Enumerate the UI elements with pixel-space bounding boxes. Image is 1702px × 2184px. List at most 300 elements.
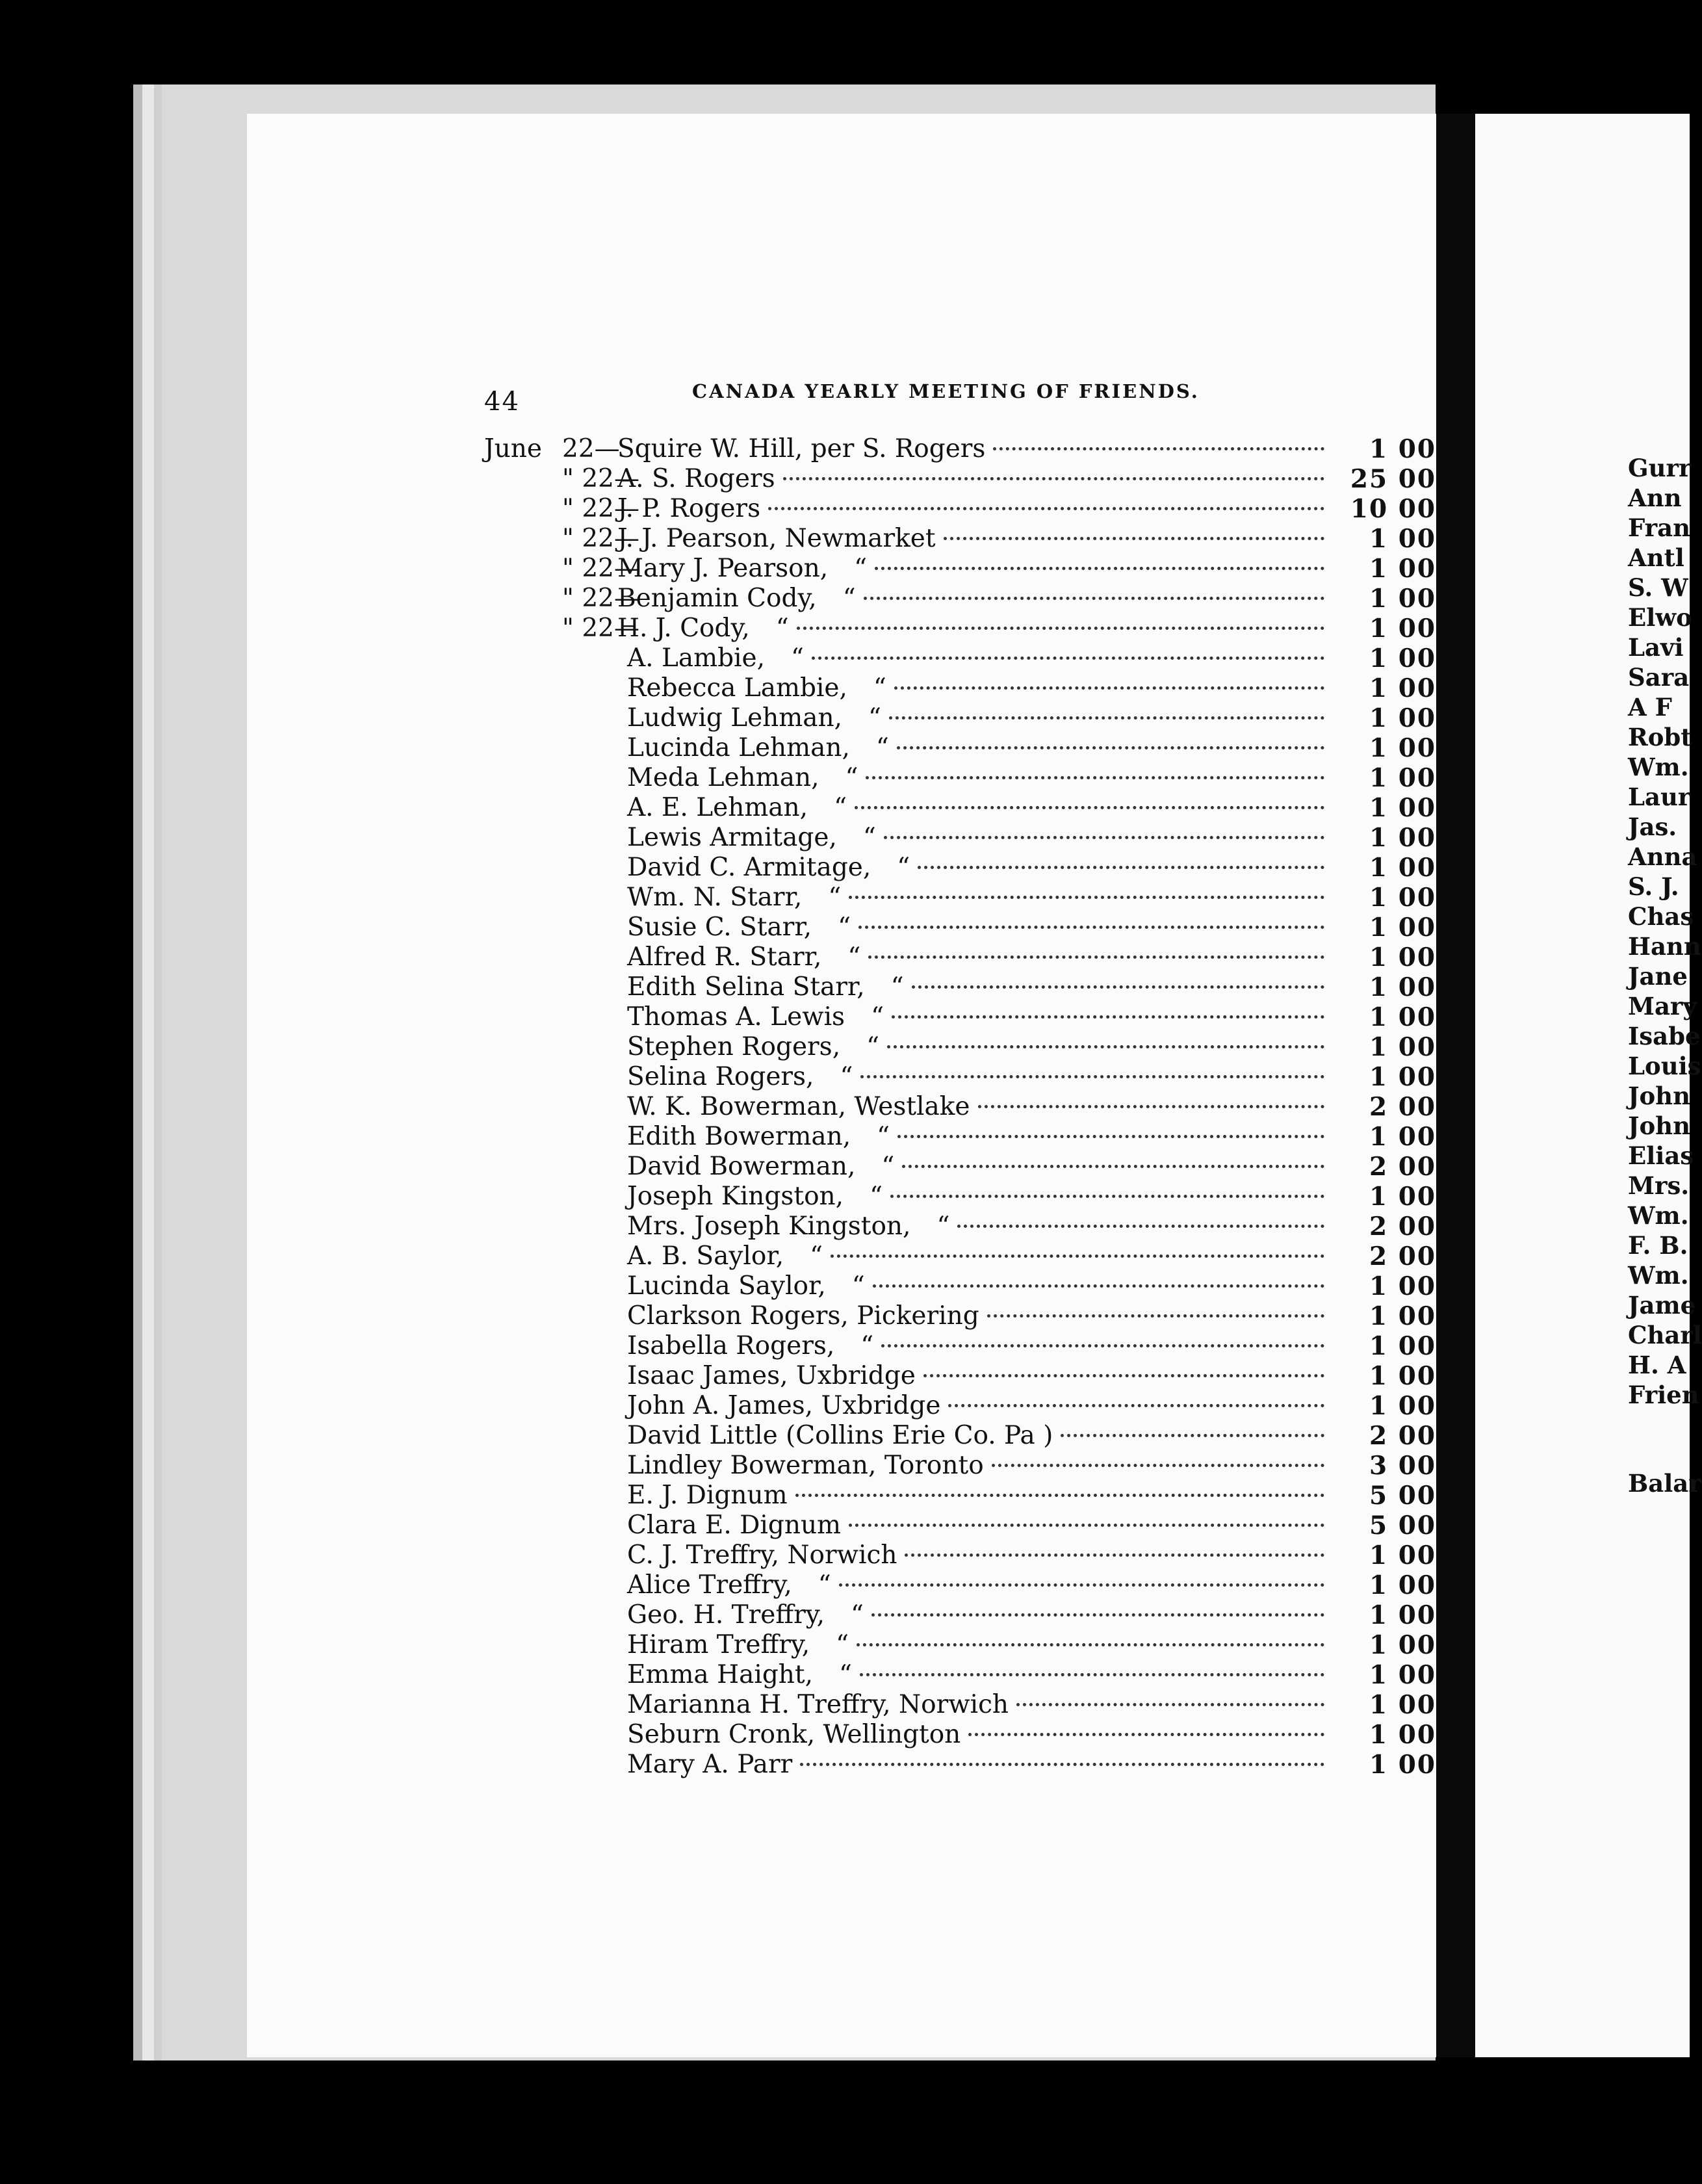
right-page-fragment: Frien (1628, 1381, 1699, 1409)
ditto-mark: “ (840, 1062, 853, 1091)
ledger-row (484, 1570, 1436, 1600)
ledger-row (484, 972, 1436, 1002)
contributor-name: Squire W. Hill, per S. Rogers (617, 434, 986, 463)
ditto-mark: “ (897, 853, 910, 882)
right-page-fragment: Anna (1628, 842, 1697, 871)
entry-text (617, 584, 1332, 613)
right-page-fragment: Jame (1628, 1291, 1696, 1320)
ditto-mark: “ (775, 614, 789, 643)
ditto-mark: “ (873, 673, 886, 703)
dot-leader (871, 1613, 1324, 1617)
dot-leader (923, 1374, 1324, 1377)
entry-text (627, 972, 1332, 1002)
entry-text (627, 1540, 1332, 1570)
entry-text (617, 464, 1332, 493)
entry-amount: 25 00 (1350, 464, 1436, 494)
entry-text (627, 1002, 1332, 1032)
entry-amount: 1 00 (1369, 1331, 1436, 1361)
entry-amount: 1 00 (1369, 1122, 1436, 1152)
right-page-fragment: S. J. (1628, 872, 1679, 901)
entry-amount: 2 00 (1369, 1421, 1436, 1451)
running-title: CANADA YEARLY MEETING OF FRIENDS. (692, 380, 1200, 402)
right-page-fragment: A F (1628, 693, 1672, 722)
contributor-name: A. B. Saylor, (627, 1242, 784, 1271)
right-page-fragment: Antl (1628, 543, 1684, 572)
entry-text (627, 942, 1332, 972)
contributor-name: Alfred R. Starr, (627, 942, 822, 972)
entry-day: " 22— (562, 614, 639, 643)
ditto-mark: “ (877, 1122, 890, 1151)
right-page-fragment: F. B. (1628, 1231, 1688, 1260)
entry-amount: 1 00 (1369, 1391, 1436, 1421)
entry-text (627, 1570, 1332, 1600)
entry-amount: 1 00 (1369, 793, 1436, 823)
contributor-name: Stephen Rogers, (627, 1032, 841, 1061)
ledger-row (484, 1182, 1436, 1212)
ditto-mark: “ (850, 1600, 864, 1630)
entry-amount: 1 00 (1369, 733, 1436, 763)
contributor-name: Isaac James, Uxbridge (627, 1361, 916, 1390)
ledger-row (484, 1511, 1436, 1540)
right-page-fragment: Isabe (1628, 1022, 1701, 1050)
contributor-name: Wm. N. Starr, (627, 883, 803, 912)
entry-text (627, 673, 1332, 703)
ledger-row (484, 1271, 1436, 1301)
entry-amount: 1 00 (1369, 703, 1436, 733)
ledger-row (484, 793, 1436, 823)
entry-amount: 1 00 (1369, 942, 1436, 972)
ditto-mark: “ (828, 883, 842, 912)
right-page-fragment: Wm. (1628, 753, 1689, 781)
dot-leader (881, 1344, 1324, 1347)
ditto-mark: “ (936, 1212, 950, 1241)
dot-leader (1016, 1703, 1324, 1706)
ditto-mark: “ (890, 972, 904, 1002)
dot-leader (783, 477, 1324, 480)
dot-leader (978, 1105, 1325, 1108)
dot-leader (887, 1045, 1324, 1048)
entry-day: " 22— (562, 464, 639, 493)
entry-amount: 1 00 (1369, 614, 1436, 644)
entry-amount: 1 00 (1369, 853, 1436, 883)
right-page-fragment: Sara (1628, 663, 1690, 692)
dot-leader (987, 1314, 1324, 1318)
entry-text (627, 1720, 1332, 1749)
ledger-row (484, 1391, 1436, 1421)
entry-amount: 1 00 (1369, 763, 1436, 793)
contributor-name: Meda Lehman, (627, 763, 819, 792)
entry-text (627, 763, 1332, 792)
entry-amount: 1 00 (1369, 1301, 1436, 1331)
ledger-row (484, 942, 1436, 972)
ledger-row (484, 1750, 1436, 1780)
ledger-row (484, 1242, 1436, 1271)
ledger-row (484, 1630, 1436, 1660)
entry-text (627, 913, 1332, 942)
dot-leader (839, 1583, 1324, 1587)
entry-amount: 1 00 (1369, 823, 1436, 853)
entry-amount: 1 00 (1369, 1182, 1436, 1212)
entry-amount: 1 00 (1369, 1570, 1436, 1600)
entry-day: " 22— (562, 494, 639, 523)
dot-leader (897, 746, 1324, 749)
ditto-mark: “ (791, 644, 804, 673)
dot-leader (912, 985, 1324, 989)
ledger-row (484, 763, 1436, 793)
dot-leader (768, 507, 1324, 510)
running-head (484, 380, 1407, 432)
entry-day: " 22— (562, 584, 639, 613)
entry-text (627, 1750, 1332, 1779)
right-page-fragment: Fran (1628, 514, 1690, 542)
right-page-fragment: Mary (1628, 992, 1697, 1020)
entry-text (627, 1182, 1332, 1211)
entry-amount: 1 00 (1369, 1002, 1436, 1032)
entry-amount: 1 00 (1369, 554, 1436, 584)
entry-text (627, 1660, 1332, 1689)
dot-leader (894, 686, 1324, 690)
contributor-name: Susie C. Starr, (627, 913, 812, 942)
entry-text (627, 1122, 1332, 1151)
ledger-row (484, 1122, 1436, 1152)
dot-leader (849, 896, 1324, 899)
ledger-row (484, 673, 1436, 703)
entry-amount: 3 00 (1369, 1451, 1436, 1481)
contributor-name: W. K. Bowerman, Westlake (627, 1092, 970, 1121)
ledger-row (484, 1421, 1436, 1451)
right-page-fragment: Louis (1628, 1052, 1701, 1080)
right-page-fragment: Gurr (1628, 454, 1692, 482)
dot-leader (897, 1135, 1324, 1138)
entry-text (627, 644, 1332, 673)
right-page-fragment: John (1628, 1112, 1690, 1140)
ledger-row (484, 1451, 1436, 1481)
right-page-fragment: Jas. (1628, 812, 1677, 841)
dot-leader (797, 627, 1324, 630)
ditto-mark: “ (881, 1152, 895, 1181)
entry-amount: 1 00 (1369, 1660, 1436, 1690)
ledger-row (484, 1212, 1436, 1242)
entry-amount: 1 00 (1369, 1600, 1436, 1630)
ditto-mark: “ (860, 1331, 874, 1360)
dot-leader (902, 1165, 1324, 1168)
entry-text (627, 1451, 1332, 1480)
entry-amount: 1 00 (1369, 1690, 1436, 1720)
ledger-row (484, 883, 1436, 913)
right-page-fragment: Elwo (1628, 603, 1692, 632)
dot-leader (968, 1733, 1324, 1736)
ledger-row (484, 494, 1436, 524)
dot-leader (948, 1404, 1324, 1407)
ledger-row (484, 644, 1436, 673)
contributor-name: Mrs. Joseph Kingston, (627, 1212, 911, 1241)
dot-leader (918, 866, 1324, 869)
entry-amount: 2 00 (1369, 1152, 1436, 1182)
entry-day: " 22— (562, 554, 639, 583)
entry-text (617, 554, 1332, 583)
dot-leader (889, 716, 1324, 720)
entry-text (627, 1271, 1332, 1301)
contributor-name: Thomas A. Lewis (627, 1002, 845, 1032)
contributor-name: J. P. Rogers (617, 494, 761, 523)
dot-leader (892, 1015, 1324, 1019)
entry-text (627, 823, 1332, 852)
entry-text (627, 793, 1332, 822)
ledger-row (484, 1481, 1436, 1511)
entry-text (627, 853, 1332, 882)
entry-day: " 22— (562, 524, 639, 553)
entry-text (627, 1092, 1332, 1121)
entry-amount: 1 00 (1369, 1271, 1436, 1301)
contributor-name: Clara E. Dignum (627, 1511, 842, 1540)
entry-amount: 1 00 (1369, 1750, 1436, 1780)
dot-leader (873, 1284, 1324, 1288)
contributor-name: Selina Rogers, (627, 1062, 814, 1091)
contributor-name: Lindley Bowerman, Toronto (627, 1451, 984, 1480)
dot-leader (1061, 1434, 1324, 1437)
dot-leader (860, 1673, 1324, 1676)
contributor-name: Mary J. Pearson, (617, 554, 829, 583)
dot-leader (866, 776, 1324, 779)
contributor-name: Rebecca Lambie, (627, 673, 847, 703)
contributor-name: Joseph Kingston, (627, 1182, 844, 1211)
entry-text (627, 1511, 1332, 1540)
page-number: 44 (484, 387, 520, 417)
contributor-name: David Little (Collins Erie Co. Pa ) (627, 1421, 1053, 1450)
entry-text (627, 1421, 1332, 1450)
entry-text (617, 494, 1332, 523)
contributor-name: E. J. Dignum (627, 1481, 788, 1510)
entry-amount: 1 00 (1369, 1720, 1436, 1750)
entry-text (627, 1391, 1332, 1420)
entry-day: 22— (562, 434, 620, 463)
contributor-name: Seburn Cronk, Wellington (627, 1720, 961, 1749)
contributor-name: David C. Armitage, (627, 853, 871, 882)
right-page-fragment: John (1628, 1082, 1690, 1110)
ledger-row (484, 434, 1436, 464)
entry-text (627, 1481, 1332, 1510)
contributor-name: Marianna H. Treffry, Norwich (627, 1690, 1009, 1719)
entry-amount: 1 00 (1369, 584, 1436, 614)
contributor-name: H. J. Cody, (617, 614, 750, 643)
contributor-name: Lewis Armitage, (627, 823, 837, 852)
ditto-mark: “ (871, 1002, 884, 1032)
dot-leader (795, 1494, 1324, 1497)
ditto-mark: “ (862, 823, 876, 852)
entry-month: June (484, 434, 542, 463)
dot-leader (831, 1254, 1324, 1258)
entry-text (617, 614, 1332, 643)
right-page-balance: Balar (1628, 1469, 1701, 1498)
entry-text (627, 1361, 1332, 1390)
entry-amount: 1 00 (1369, 1032, 1436, 1062)
ledger-row (484, 1092, 1436, 1122)
contributor-name: Emma Haight, (627, 1660, 813, 1689)
right-page-fragment: Wm. (1628, 1201, 1689, 1230)
contributor-name: A. Lambie, (627, 644, 766, 673)
contributor-name: Hiram Treffry, (627, 1630, 810, 1659)
ledger-row (484, 913, 1436, 942)
right-page-fragment: Ann (1628, 484, 1682, 512)
entry-text (617, 524, 1332, 553)
ledger-row (484, 733, 1436, 763)
ledger-row (484, 823, 1436, 853)
ledger-row (484, 1660, 1436, 1690)
contributor-name: Ludwig Lehman, (627, 703, 843, 733)
contributor-name: Clarkson Rogers, Pickering (627, 1301, 979, 1331)
dot-leader (812, 656, 1324, 660)
ledger-row (484, 464, 1436, 494)
contributions-ledger (484, 434, 1436, 1812)
entry-text (627, 703, 1332, 733)
contributor-name: Lucinda Saylor, (627, 1271, 826, 1301)
entry-text (627, 1032, 1332, 1061)
ledger-row (484, 1152, 1436, 1182)
ledger-row (484, 1032, 1436, 1062)
dot-leader (868, 956, 1324, 959)
contributor-name: Alice Treffry, (627, 1570, 792, 1600)
contributor-name: A. E. Lehman, (627, 793, 808, 822)
ditto-mark: “ (854, 554, 868, 583)
ledger-row (484, 1361, 1436, 1391)
ditto-mark: “ (836, 1630, 849, 1659)
contributor-name: Edith Selina Starr, (627, 972, 865, 1002)
ledger-row (484, 554, 1436, 584)
entry-amount: 1 00 (1369, 1540, 1436, 1570)
entry-text (627, 1242, 1332, 1271)
ditto-mark: “ (868, 703, 881, 733)
dot-leader (944, 537, 1324, 540)
dot-leader (875, 567, 1324, 570)
ditto-mark: “ (845, 763, 858, 792)
entry-amount: 1 00 (1369, 1062, 1436, 1092)
right-page-fragment: H. A (1628, 1351, 1686, 1379)
right-page-fragment: Jane (1628, 962, 1688, 991)
entry-amount: 1 00 (1369, 524, 1436, 554)
ledger-row (484, 1062, 1436, 1092)
entry-text (627, 1152, 1332, 1181)
ledger-row (484, 524, 1436, 554)
ledger-row (484, 1002, 1436, 1032)
right-page-fragment: Hann (1628, 932, 1701, 961)
entry-text (627, 1690, 1332, 1719)
entry-amount: 10 00 (1350, 494, 1436, 524)
contributor-name: Benjamin Cody, (617, 584, 817, 613)
dot-leader (860, 1075, 1324, 1078)
right-page-fragment: Chas (1628, 902, 1694, 931)
dot-leader (993, 447, 1324, 450)
entry-amount: 5 00 (1369, 1481, 1436, 1511)
dot-leader (905, 1554, 1324, 1557)
contributor-name: A. S. Rogers (617, 464, 775, 493)
ditto-mark: “ (870, 1182, 883, 1211)
contributor-name: Geo. H. Treffry, (627, 1600, 825, 1630)
contributor-name: Lucinda Lehman, (627, 733, 850, 762)
contributor-name: Mary A. Parr (627, 1750, 793, 1779)
right-page-fragment: Elias (1628, 1141, 1694, 1170)
entry-text (627, 1630, 1332, 1659)
entry-amount: 1 00 (1369, 644, 1436, 673)
right-page-fragment: Mrs. (1628, 1171, 1690, 1200)
ledger-row (484, 1540, 1436, 1570)
ledger-row (484, 853, 1436, 883)
dot-leader (992, 1464, 1324, 1467)
entry-amount: 1 00 (1369, 1630, 1436, 1660)
entry-amount: 1 00 (1369, 673, 1436, 703)
entry-amount: 1 00 (1369, 972, 1436, 1002)
ledger-row (484, 584, 1436, 614)
dot-leader (849, 1524, 1324, 1527)
ditto-mark: “ (810, 1242, 823, 1271)
dot-leader (890, 1195, 1324, 1198)
entry-text (627, 1331, 1332, 1360)
dot-leader (857, 1643, 1324, 1646)
ditto-mark: “ (875, 733, 889, 762)
entry-text (617, 434, 1332, 463)
book-gutter (1436, 114, 1475, 2057)
entry-amount: 2 00 (1369, 1212, 1436, 1242)
ledger-row (484, 614, 1436, 644)
dot-leader (855, 806, 1324, 809)
entry-amount: 1 00 (1369, 913, 1436, 942)
contributor-name: Isabella Rogers, (627, 1331, 835, 1360)
ledger-row (484, 1720, 1436, 1750)
ledger-row (484, 1331, 1436, 1361)
dot-leader (858, 926, 1324, 929)
ditto-mark: “ (847, 942, 861, 972)
ledger-row (484, 1690, 1436, 1720)
entry-amount: 1 00 (1369, 434, 1436, 464)
entry-text (627, 1212, 1332, 1241)
right-page-fragment: Charl (1628, 1321, 1702, 1349)
entry-amount: 1 00 (1369, 883, 1436, 913)
ditto-mark: “ (838, 1660, 852, 1689)
contributor-name: J. J. Pearson, Newmarket (617, 524, 936, 553)
entry-text (627, 1062, 1332, 1091)
entry-text (627, 883, 1332, 912)
ledger-row (484, 1600, 1436, 1630)
right-page-fragment: Robt (1628, 723, 1692, 751)
right-page-column (1628, 454, 1702, 1526)
right-page-fragment: Wm. (1628, 1261, 1689, 1290)
entry-text (627, 1600, 1332, 1630)
ditto-mark: “ (851, 1271, 865, 1301)
contributor-name: David Bowerman, (627, 1152, 856, 1181)
ledger-row (484, 703, 1436, 733)
entry-amount: 2 00 (1369, 1092, 1436, 1122)
contributor-name: Edith Bowerman, (627, 1122, 851, 1151)
entry-amount: 5 00 (1369, 1511, 1436, 1540)
ditto-mark: “ (838, 913, 851, 942)
dot-leader (864, 597, 1324, 600)
dot-leader (800, 1763, 1324, 1766)
dot-leader (884, 836, 1324, 839)
ditto-mark: “ (818, 1570, 831, 1600)
ledger-row (484, 1301, 1436, 1331)
right-page-fragment: Lavi (1628, 633, 1684, 662)
right-page-fragment: S. W (1628, 573, 1688, 602)
ditto-mark: “ (834, 793, 847, 822)
entry-text (627, 733, 1332, 762)
contributor-name: John A. James, Uxbridge (627, 1391, 941, 1420)
ditto-mark: “ (842, 584, 856, 613)
ditto-mark: “ (866, 1032, 880, 1061)
contributor-name: C. J. Treffry, Norwich (627, 1540, 897, 1570)
dot-leader (957, 1225, 1324, 1228)
right-page-fragment: Laur (1628, 783, 1691, 811)
entry-text (627, 1301, 1332, 1331)
entry-amount: 1 00 (1369, 1361, 1436, 1391)
